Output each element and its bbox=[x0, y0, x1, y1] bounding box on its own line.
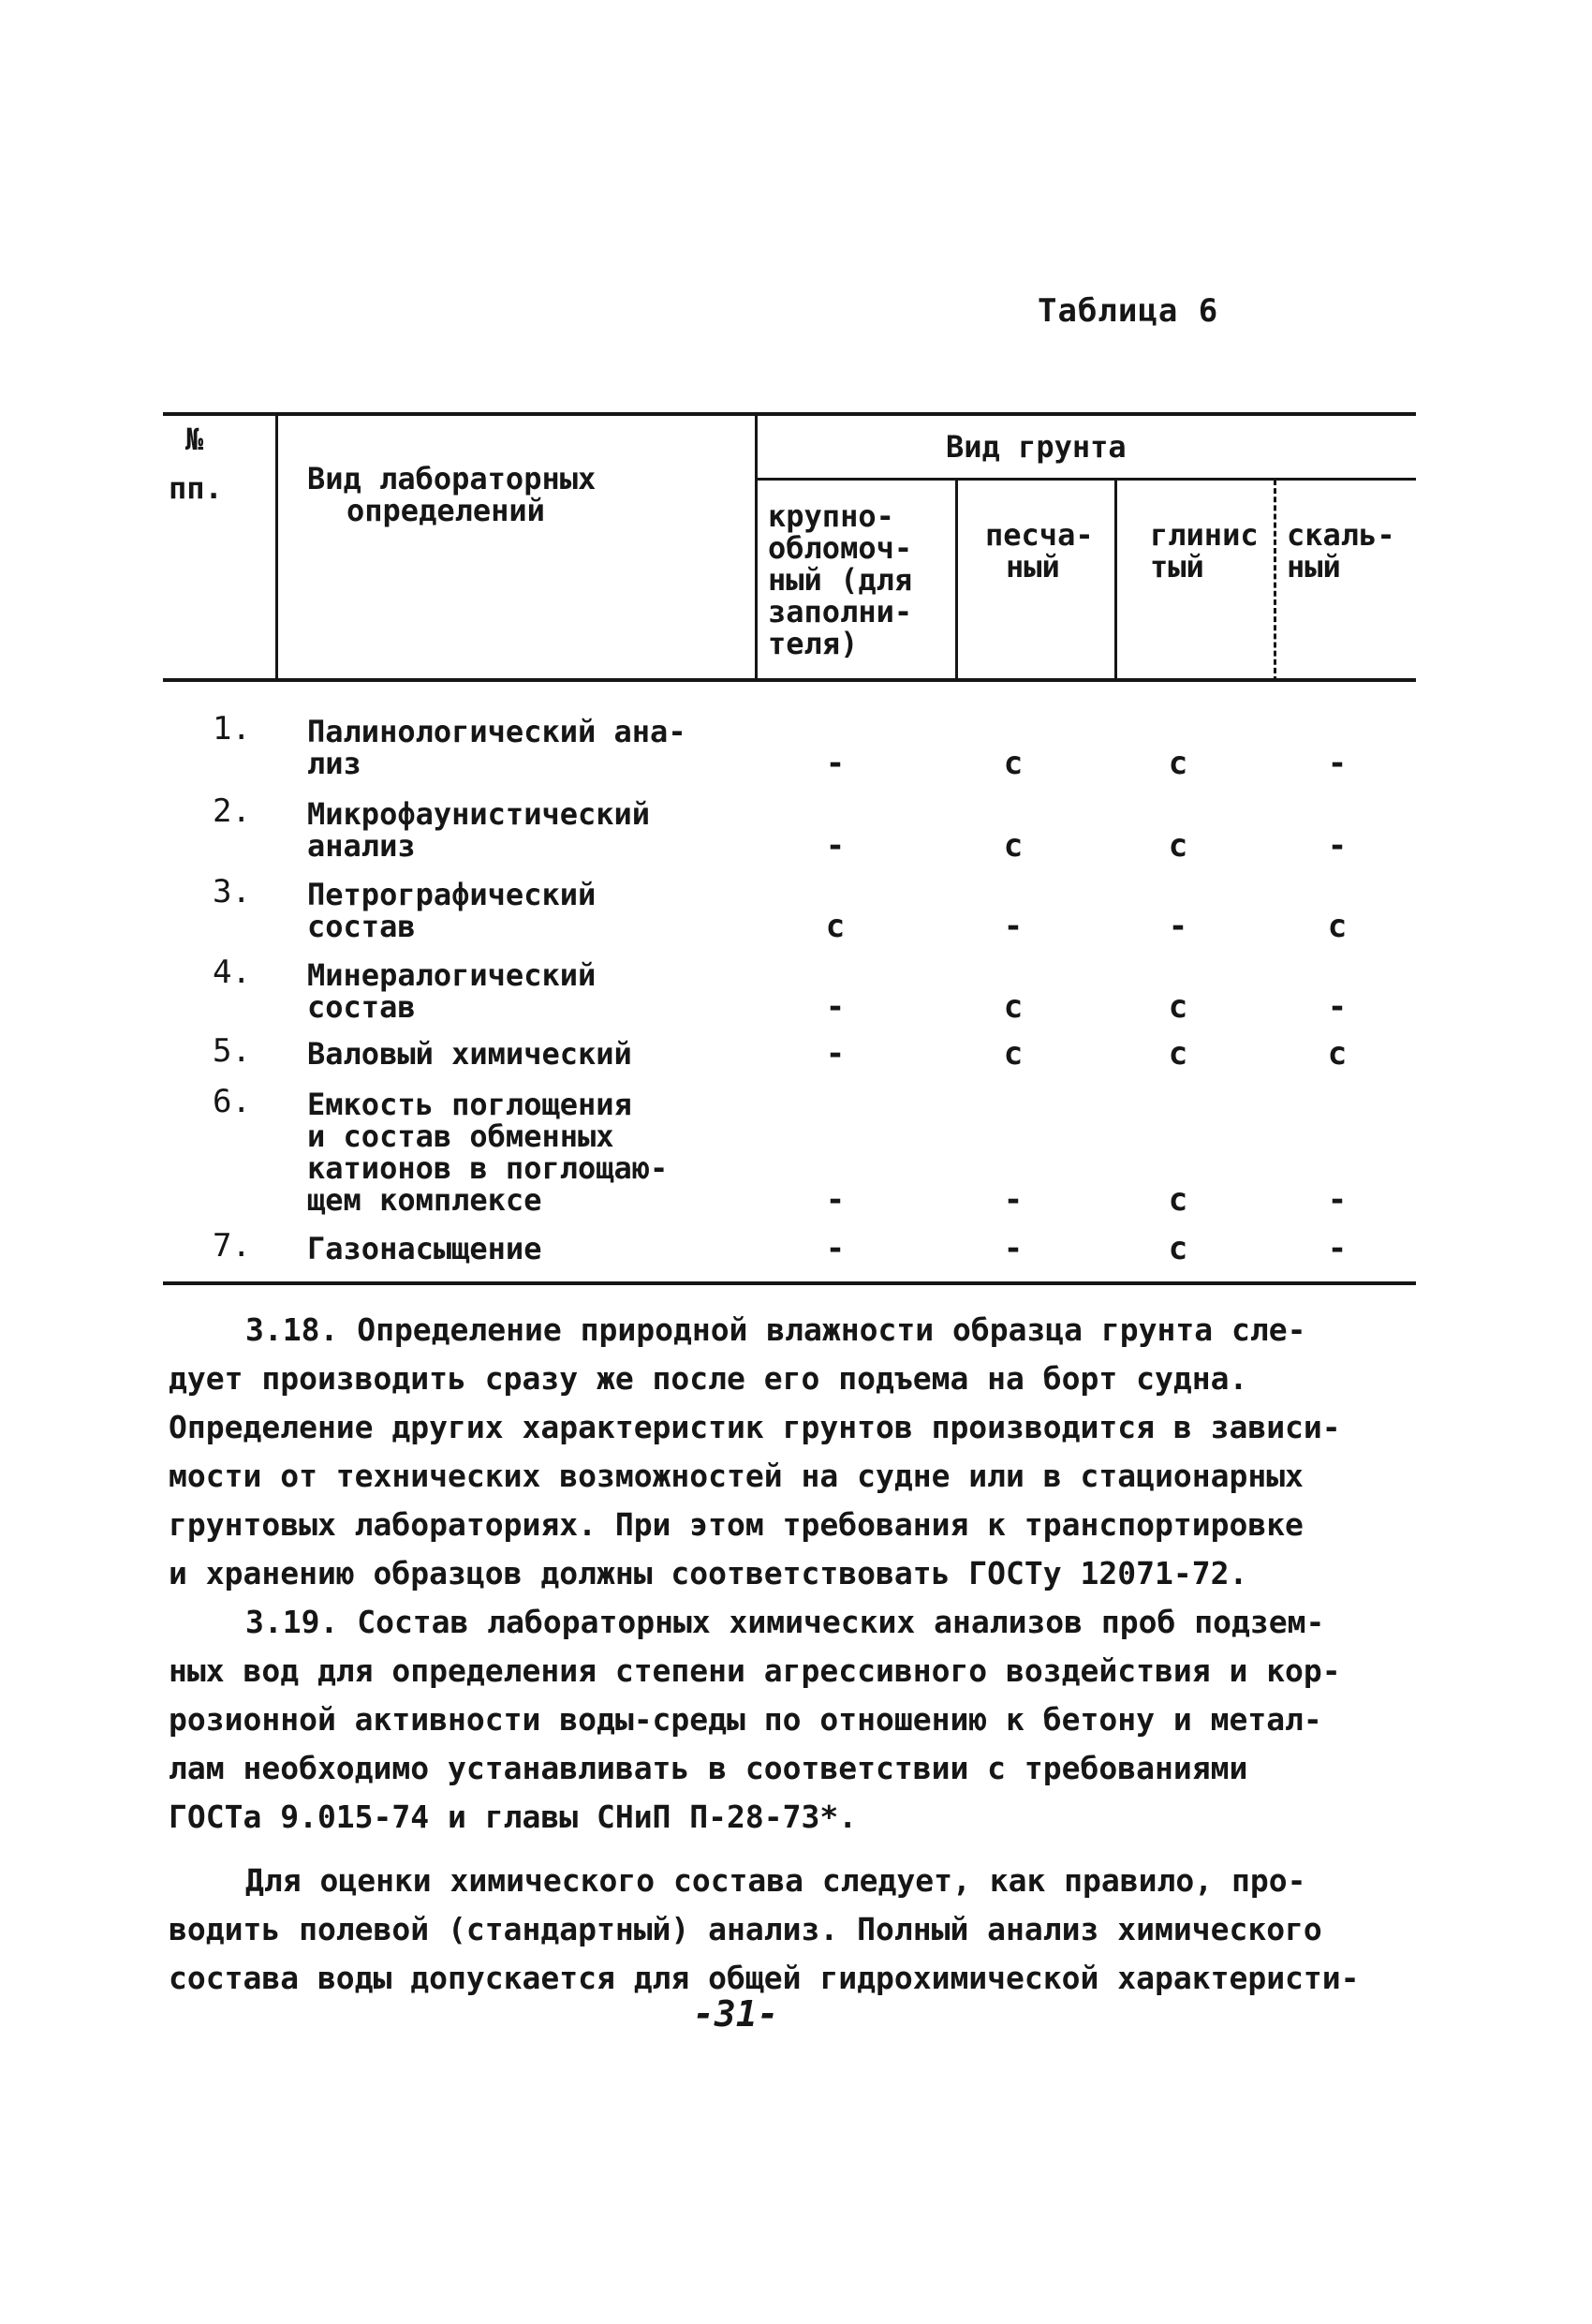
mark-sand: с bbox=[1003, 745, 1024, 782]
mark-rock: - bbox=[1327, 1181, 1348, 1219]
table-bottom-rule bbox=[163, 1281, 1416, 1285]
paragraph-line: Для оценки химического состава следует, как правило, про- bbox=[245, 1862, 1306, 1899]
paragraph-line: 3.18. Определение природной влажности образца грунта сле- bbox=[245, 1311, 1306, 1348]
header-bottom-rule bbox=[163, 678, 1416, 682]
row-number: 7. bbox=[213, 1227, 251, 1265]
mark-rock: - bbox=[1327, 988, 1348, 1026]
paragraph-line: Определение других характеристик грунтов производится в зависи- bbox=[169, 1409, 1341, 1445]
row-text-line: Емкость поглощения bbox=[307, 1087, 632, 1122]
paragraph-line: водить полевой (стандартный) анализ. Полный анализ химического bbox=[169, 1911, 1322, 1947]
mark-rock: - bbox=[1327, 745, 1348, 782]
mark-coarse: - bbox=[825, 745, 846, 782]
paragraph-line: состава воды допускается для общей гидрохимической характеристи- bbox=[169, 1960, 1360, 1996]
mark-clay: с bbox=[1168, 827, 1188, 865]
paragraph-chemical-analysis bbox=[169, 1857, 1452, 2003]
sand-col-rule bbox=[1114, 480, 1117, 682]
header-coarse-line-5: теля) bbox=[768, 626, 859, 661]
header-coarse-line-4: заполни- bbox=[768, 594, 913, 629]
header-rock-line-1: скаль- bbox=[1287, 517, 1395, 553]
row-text-line: Палинологический ана- bbox=[307, 714, 686, 749]
row-text-line: щем комплексе bbox=[307, 1182, 542, 1218]
mark-rock: с bbox=[1327, 908, 1348, 945]
header-coarse-line-2: обломоч- bbox=[768, 530, 913, 566]
mark-clay: с bbox=[1168, 1035, 1188, 1073]
row-text-line: катионов в поглощаю- bbox=[307, 1150, 669, 1186]
mark-clay: с bbox=[1168, 1230, 1188, 1267]
header-kind-line-2: определений bbox=[346, 493, 545, 528]
kind-col-rule bbox=[755, 412, 758, 682]
num-col-rule bbox=[275, 412, 278, 682]
table-top-rule bbox=[163, 412, 1416, 416]
mark-rock: - bbox=[1327, 1230, 1348, 1267]
row-number: 6. bbox=[213, 1083, 251, 1120]
row-number: 1. bbox=[213, 710, 251, 748]
row-text-line: состав bbox=[307, 989, 416, 1025]
header-coarse-line-1: крупно- bbox=[768, 498, 894, 534]
mark-sand: - bbox=[1003, 1181, 1024, 1219]
row-text-line: Минералогический bbox=[307, 957, 597, 993]
paragraph-3-19 bbox=[169, 1598, 1452, 1842]
mark-rock: - bbox=[1327, 827, 1348, 865]
paragraph-line: грунтовых лабораториях. При этом требования к транспортировке bbox=[169, 1506, 1304, 1543]
row-text-line: Валовый химический bbox=[307, 1036, 632, 1072]
row-text-line: Петрографический bbox=[307, 877, 597, 912]
paragraph-line: ных вод для определения степени агрессивного воздействия и кор- bbox=[169, 1652, 1341, 1689]
mark-sand: с bbox=[1003, 1035, 1024, 1073]
paragraph-line: мости от технических возможностей на судне или в стационарных bbox=[169, 1458, 1304, 1494]
mark-clay: с bbox=[1168, 745, 1188, 782]
mark-sand: с bbox=[1003, 988, 1024, 1026]
paragraph-line: лам необходимо устанавливать в соответствии с требованиями bbox=[169, 1750, 1248, 1786]
coarse-col-rule bbox=[955, 480, 958, 682]
row-text-line: Микрофаунистический bbox=[307, 796, 651, 832]
header-num-sign: № bbox=[185, 422, 204, 457]
row-number: 3. bbox=[213, 873, 251, 910]
mark-sand: - bbox=[1003, 908, 1024, 945]
mark-sand: с bbox=[1003, 827, 1024, 865]
row-text-line: и состав обменных bbox=[307, 1118, 614, 1154]
mark-coarse: - bbox=[825, 988, 846, 1026]
mark-clay: с bbox=[1168, 1181, 1188, 1219]
row-number: 4. bbox=[213, 954, 251, 991]
page-number: -31- bbox=[693, 1993, 779, 2035]
header-coarse-line-3: ный (для bbox=[768, 562, 913, 598]
table-caption: Таблица 6 bbox=[1038, 292, 1219, 330]
row-number: 5. bbox=[213, 1032, 251, 1070]
header-clay-line-2: тый bbox=[1150, 549, 1204, 585]
row-text-line: лиз bbox=[307, 746, 361, 781]
row-number: 2. bbox=[213, 792, 251, 830]
row-text-line: Газонасыщение bbox=[307, 1231, 542, 1266]
mark-coarse: - bbox=[825, 1181, 846, 1219]
mark-clay: с bbox=[1168, 988, 1188, 1026]
clay-col-rule bbox=[1274, 480, 1276, 682]
mark-coarse: с bbox=[825, 908, 846, 945]
header-sand-line-2: ный bbox=[1006, 549, 1060, 585]
mark-coarse: - bbox=[825, 1230, 846, 1267]
header-rock-line-2: ный bbox=[1287, 549, 1341, 585]
mark-coarse: - bbox=[825, 827, 846, 865]
soil-group-rule bbox=[757, 478, 1416, 481]
row-text-line: анализ bbox=[307, 828, 416, 864]
paragraph-line: дует производить сразу же после его подъема на борт судна. bbox=[169, 1360, 1248, 1397]
header-sand-line-1: песча- bbox=[985, 517, 1094, 553]
mark-coarse: - bbox=[825, 1035, 846, 1073]
mark-rock: с bbox=[1327, 1035, 1348, 1073]
header-kind-line-1: Вид лабораторных bbox=[307, 461, 597, 496]
header-clay-line-1: глинис bbox=[1150, 517, 1259, 553]
row-text-line: состав bbox=[307, 909, 416, 944]
paragraph-line: 3.19. Состав лабораторных химических анализов проб подзем- bbox=[245, 1604, 1325, 1640]
paragraph-line: и хранению образцов должны соответствовать ГОСТу 12071-72. bbox=[169, 1555, 1248, 1591]
paragraph-3-18 bbox=[169, 1306, 1452, 1598]
mark-sand: - bbox=[1003, 1230, 1024, 1267]
header-soil-group: Вид грунта bbox=[946, 429, 1127, 465]
header-num-label: пп. bbox=[169, 470, 223, 506]
mark-clay: - bbox=[1168, 908, 1188, 945]
paragraph-line: ГОСТа 9.015-74 и главы СНиП П-28-73*. bbox=[169, 1799, 858, 1835]
paragraph-line: розионной активности воды-среды по отношению к бетону и метал- bbox=[169, 1701, 1322, 1738]
